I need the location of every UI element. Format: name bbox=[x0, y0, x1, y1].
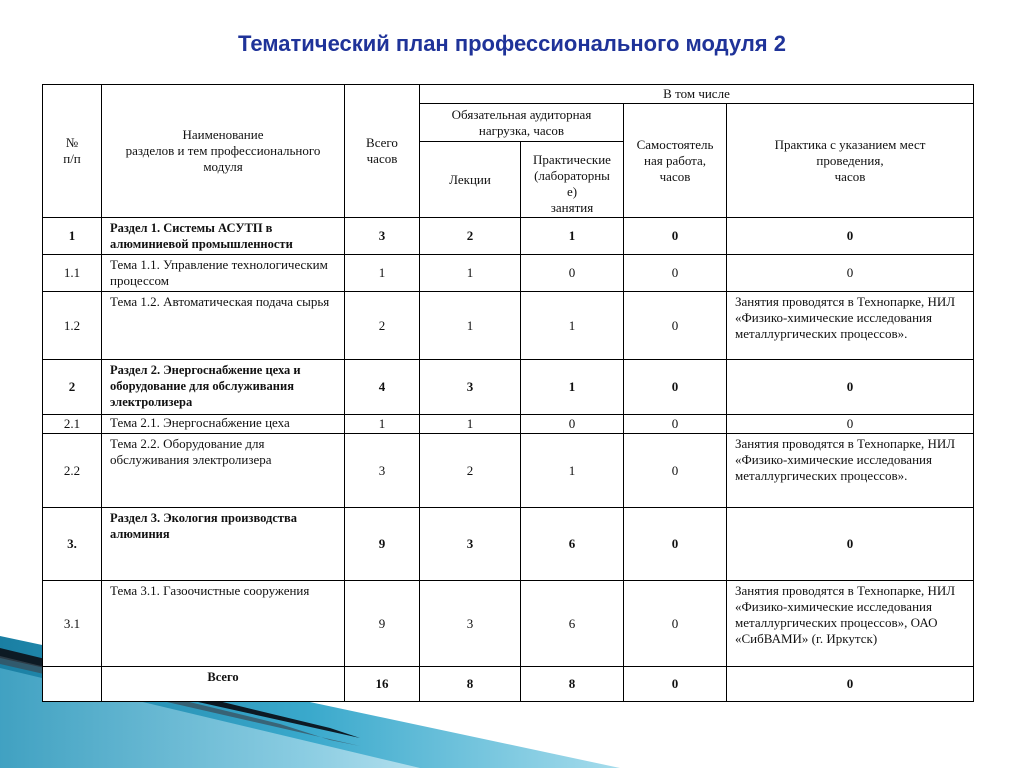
totals-practical: 8 bbox=[521, 667, 624, 702]
totals-total: 16 bbox=[345, 667, 420, 702]
row-num: 1.2 bbox=[43, 292, 102, 360]
header-practical: Практические (лабораторны е) занятия bbox=[521, 142, 624, 218]
header-including: В том числе bbox=[420, 85, 974, 104]
row-total: 3 bbox=[345, 434, 420, 508]
row-practice: 0 bbox=[727, 255, 974, 292]
row-num: 2 bbox=[43, 360, 102, 415]
page-title: Тематический план профессионального модуля 2 bbox=[238, 31, 786, 56]
row-total: 2 bbox=[345, 292, 420, 360]
row-practice-note: Занятия проводятся в Технопарке, НИЛ «Физико-химические исследования металлургических процессов», ОАО «СибВАМИ» (г. Иркутск) bbox=[727, 581, 974, 667]
row-practical: 0 bbox=[521, 415, 624, 434]
row-practical: 1 bbox=[521, 360, 624, 415]
header-mandatory: Обязательная аудиторная нагрузка, часов bbox=[420, 104, 624, 142]
row-total: 1 bbox=[345, 255, 420, 292]
row-lectures: 1 bbox=[420, 415, 521, 434]
row-practice: 0 bbox=[727, 218, 974, 255]
row-selfwork: 0 bbox=[624, 434, 727, 508]
row-num: 2.1 bbox=[43, 415, 102, 434]
header-num: № п/п bbox=[43, 85, 102, 218]
row-selfwork: 0 bbox=[624, 508, 727, 581]
row-practice: 0 bbox=[727, 415, 974, 434]
row-practice: 0 bbox=[727, 508, 974, 581]
row-lectures: 3 bbox=[420, 508, 521, 581]
row-name: Раздел 1. Системы АСУТП в алюминиевой промышленности bbox=[102, 218, 345, 255]
row-practical: 6 bbox=[521, 508, 624, 581]
row-selfwork: 0 bbox=[624, 255, 727, 292]
row-lectures: 1 bbox=[420, 292, 521, 360]
row-num: 3.1 bbox=[43, 581, 102, 667]
row-name: Тема 2.2. Оборудование для обслуживания электролизера bbox=[102, 434, 345, 508]
row-practice-note: Занятия проводятся в Технопарке, НИЛ «Физико-химические исследования металлургических процессов». bbox=[727, 292, 974, 360]
row-lectures: 2 bbox=[420, 218, 521, 255]
row-num: 1.1 bbox=[43, 255, 102, 292]
row-name: Раздел 2. Энергоснабжение цеха и оборудование для обслуживания электролизера bbox=[102, 360, 345, 415]
row-lectures: 1 bbox=[420, 255, 521, 292]
row-num: 2.2 bbox=[43, 434, 102, 508]
row-name: Тема 1.1. Управление технологическим процессом bbox=[102, 255, 345, 292]
totals-selfwork: 0 bbox=[624, 667, 727, 702]
header-practice: Практика с указанием мест проведения, часов bbox=[727, 104, 974, 218]
row-name: Тема 3.1. Газоочистные сооружения bbox=[102, 581, 345, 667]
thematic-plan-table bbox=[42, 84, 974, 702]
row-practice-note: Занятия проводятся в Технопарке, НИЛ «Физико-химические исследования металлургических процессов». bbox=[727, 434, 974, 508]
header-selfwork: Самостоятель ная работа, часов bbox=[624, 104, 727, 218]
row-practical: 1 bbox=[521, 434, 624, 508]
row-practice: 0 bbox=[727, 360, 974, 415]
row-total: 1 bbox=[345, 415, 420, 434]
row-name: Тема 2.1. Энергоснабжение цеха bbox=[102, 415, 345, 434]
row-lectures: 3 bbox=[420, 581, 521, 667]
row-lectures: 3 bbox=[420, 360, 521, 415]
header-lectures: Лекции bbox=[420, 142, 521, 218]
row-total: 4 bbox=[345, 360, 420, 415]
header-total: Всего часов bbox=[345, 85, 420, 218]
totals-label: Всего bbox=[102, 667, 345, 702]
row-selfwork: 0 bbox=[624, 581, 727, 667]
row-total: 9 bbox=[345, 581, 420, 667]
header-name: Наименование разделов и тем профессионального модуля bbox=[102, 85, 345, 218]
row-num: 1 bbox=[43, 218, 102, 255]
row-name: Раздел 3. Экология производства алюминия bbox=[102, 508, 345, 581]
row-total: 9 bbox=[345, 508, 420, 581]
row-lectures: 2 bbox=[420, 434, 521, 508]
row-selfwork: 0 bbox=[624, 415, 727, 434]
row-practical: 6 bbox=[521, 581, 624, 667]
row-selfwork: 0 bbox=[624, 292, 727, 360]
row-practical: 1 bbox=[521, 218, 624, 255]
row-practical: 1 bbox=[521, 292, 624, 360]
row-name: Тема 1.2. Автоматическая подача сырья bbox=[102, 292, 345, 360]
row-selfwork: 0 bbox=[624, 360, 727, 415]
row-selfwork: 0 bbox=[624, 218, 727, 255]
row-num: 3. bbox=[43, 508, 102, 581]
totals-lectures: 8 bbox=[420, 667, 521, 702]
row-practical: 0 bbox=[521, 255, 624, 292]
totals-num bbox=[43, 667, 102, 702]
totals-practice: 0 bbox=[727, 667, 974, 702]
row-total: 3 bbox=[345, 218, 420, 255]
